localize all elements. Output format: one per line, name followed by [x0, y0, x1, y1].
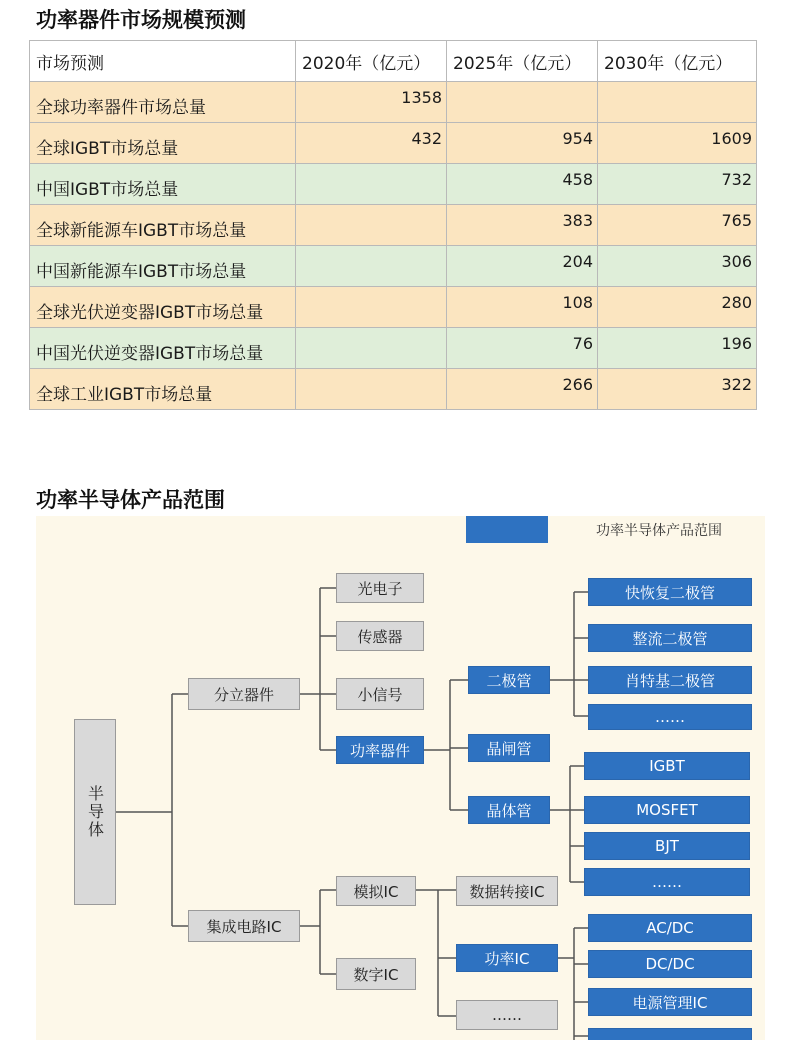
table-row: [30, 123, 757, 164]
node-transistor: 晶体管: [468, 796, 550, 824]
market-forecast-table: [29, 40, 757, 410]
cell-2020: [296, 246, 447, 287]
row-label: 全球光伏逆变器IGBT市场总量: [30, 287, 296, 328]
node-power-device: 功率器件: [336, 736, 424, 764]
row-label: 全球工业IGBT市场总量: [30, 369, 296, 410]
cell-2025: 266: [447, 369, 598, 410]
header-2025: 2025年（亿元）: [447, 41, 598, 82]
cell-2025: 458: [447, 164, 598, 205]
legend-swatch: [466, 516, 548, 543]
node-power-ic: 功率IC: [456, 944, 558, 972]
cell-2020: [296, 164, 447, 205]
cell-2030: 306: [598, 246, 757, 287]
cell-2030: 196: [598, 328, 757, 369]
node-fast-recovery-diode: 快恢复二极管: [588, 578, 752, 606]
cell-2025: 108: [447, 287, 598, 328]
table-row: [30, 328, 757, 369]
node-rectifier-diode: 整流二极管: [588, 624, 752, 652]
cell-2020: [296, 287, 447, 328]
cell-2030: 732: [598, 164, 757, 205]
cell-2025: [447, 82, 598, 123]
node-ac-dc: AC/DC: [588, 914, 752, 942]
node-digital-ic: 数字IC: [336, 958, 416, 990]
cell-2025: 954: [447, 123, 598, 164]
node-integrated-circuit: 集成电路IC: [188, 910, 300, 942]
cell-2020: 1358: [296, 82, 447, 123]
node-mosfet: MOSFET: [584, 796, 750, 824]
node-analog-ic: 模拟IC: [336, 876, 416, 906]
cell-2020: [296, 328, 447, 369]
row-label: 全球功率器件市场总量: [30, 82, 296, 123]
table-row: [30, 287, 757, 328]
cell-2030: [598, 82, 757, 123]
node-semiconductor: [74, 719, 116, 905]
table-row: [30, 82, 757, 123]
table-header-row: [30, 41, 757, 82]
table-row: [30, 369, 757, 410]
node-dc-dc: DC/DC: [588, 950, 752, 978]
row-label: 中国新能源车IGBT市场总量: [30, 246, 296, 287]
cell-2020: [296, 205, 447, 246]
cell-2030: 280: [598, 287, 757, 328]
market-forecast-title: 功率器件市场规模预测: [36, 8, 246, 32]
node-transistor-more: ……: [584, 868, 750, 896]
row-label: 中国IGBT市场总量: [30, 164, 296, 205]
node-optoelectronic: 光电子: [336, 573, 424, 603]
table-row: [30, 164, 757, 205]
row-label: 全球新能源车IGBT市场总量: [30, 205, 296, 246]
cell-2020: 432: [296, 123, 447, 164]
node-small-signal: 小信号: [336, 678, 424, 710]
cell-2030: 322: [598, 369, 757, 410]
legend-label: 功率半导体产品范围: [596, 523, 722, 539]
node-cut-off: [588, 1028, 752, 1040]
node-power-management-ic: 电源管理IC: [588, 988, 752, 1016]
node-discrete-devices: 分立器件: [188, 678, 300, 710]
cell-2025: 383: [447, 205, 598, 246]
node-igbt: IGBT: [584, 752, 750, 780]
row-label: 中国光伏逆变器IGBT市场总量: [30, 328, 296, 369]
node-sensor: 传感器: [336, 621, 424, 651]
cell-2025: 76: [447, 328, 598, 369]
cell-2020: [296, 369, 447, 410]
node-bjt: BJT: [584, 832, 750, 860]
node-diode-more: ……: [588, 704, 752, 730]
node-thyristor: 晶闸管: [468, 734, 550, 762]
header-2020: 2020年（亿元）: [296, 41, 447, 82]
product-scope-diagram: [36, 516, 765, 1040]
node-diode: 二极管: [468, 666, 550, 694]
cell-2030: 1609: [598, 123, 757, 164]
node-analog-more: ……: [456, 1000, 558, 1030]
row-label: 全球IGBT市场总量: [30, 123, 296, 164]
cell-2030: 765: [598, 205, 757, 246]
header-market: 市场预测: [30, 41, 296, 82]
node-data-converter-ic: 数据转接IC: [456, 876, 558, 906]
node-semiconductor-label: 半导体: [85, 785, 105, 839]
node-schottky-diode: 肖特基二极管: [588, 666, 752, 694]
cell-2025: 204: [447, 246, 598, 287]
table-row: [30, 246, 757, 287]
header-2030: 2030年（亿元）: [598, 41, 757, 82]
table-row: [30, 205, 757, 246]
product-scope-title: 功率半导体产品范围: [36, 488, 225, 512]
